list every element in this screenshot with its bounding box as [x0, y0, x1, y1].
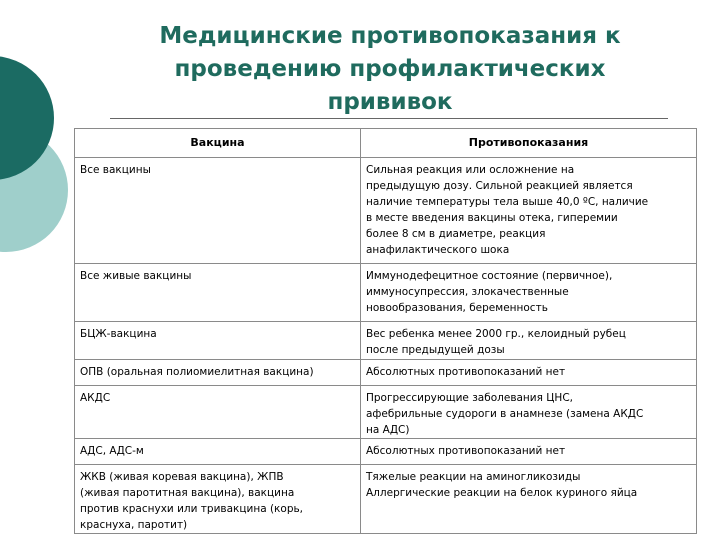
cell-text-line: в месте введения вакцины отека, гиперемии: [366, 212, 618, 224]
table-row: [75, 360, 697, 386]
cell-text-line: иммуносупрессия, злокачественные: [366, 286, 569, 298]
title-line: Медицинские противопоказания к: [159, 23, 621, 49]
cell-text-line: ЖКВ (живая коревая вакцина), ЖПВ: [80, 471, 284, 483]
cell-text-line: АКДС: [80, 392, 111, 404]
contraindications-table: [74, 128, 697, 534]
contraindication-cell: [361, 158, 697, 264]
table-row: [75, 386, 697, 439]
cell-text-line: ОПВ (оральная полиомиелитная вакцина): [80, 366, 314, 378]
cell-text-line: против краснухи или тривакцина (корь,: [80, 503, 304, 515]
cell-text-line: Абсолютных противопоказаний нет: [366, 445, 566, 457]
cell-text-line: Все вакцины: [80, 164, 151, 176]
table-row: [75, 465, 697, 534]
cell-text-line: (живая паротитная вакцина), вакцина: [80, 487, 295, 499]
cell-text-line: АДС, АДС-м: [80, 445, 144, 457]
vaccine-cell: [75, 158, 361, 264]
cell-text-line: Тяжелые реакции на аминогликозиды: [366, 471, 581, 483]
vaccine-cell: [75, 465, 361, 534]
table-row: [75, 439, 697, 465]
vaccine-cell: [75, 439, 361, 465]
table-row: [75, 264, 697, 322]
contraindication-cell: [361, 439, 697, 465]
cell-text-line: анафилактического шока: [366, 244, 510, 256]
slide-title: [110, 20, 670, 119]
contraindication-cell: [361, 322, 697, 360]
title-line: прививок: [327, 89, 453, 115]
decorative-circles: [0, 0, 80, 300]
cell-text-line: наличие температуры тела выше 40,0 ºС, наличие: [366, 196, 649, 208]
cell-text-line: Абсолютных противопоказаний нет: [366, 366, 566, 378]
table-row: [75, 322, 697, 360]
header-vaccine: Вакцина: [75, 129, 361, 158]
cell-text-line: Вес ребенка менее 2000 гр., келоидный рубец: [366, 328, 626, 340]
table-row: [75, 158, 697, 264]
cell-text-line: предыдущую дозу. Сильной реакцией является: [366, 180, 633, 192]
header-contraindications: Противопоказания: [361, 129, 697, 158]
vaccine-cell: [75, 322, 361, 360]
contraindication-cell: [361, 360, 697, 386]
cell-text-line: после предыдущей дозы: [366, 344, 505, 356]
vaccine-cell: [75, 360, 361, 386]
cell-text-line: афебрильные судороги в анамнезе (замена АКДС: [366, 408, 644, 420]
cell-text-line: Иммунодефецитное состояние (первичное),: [366, 270, 613, 282]
title-divider: [110, 118, 668, 119]
contraindication-cell: [361, 465, 697, 534]
cell-text-line: на АДС): [366, 424, 410, 436]
cell-text-line: более 8 см в диаметре, реакция: [366, 228, 546, 240]
cell-text-line: Все живые вакцины: [80, 270, 192, 282]
contraindication-cell: [361, 264, 697, 322]
table-header-row: [75, 129, 697, 158]
cell-text-line: краснуха, паротит): [80, 519, 188, 531]
table-body: [75, 158, 697, 534]
cell-text-line: Сильная реакция или осложнение на: [366, 164, 575, 176]
cell-text-line: БЦЖ-вакцина: [80, 328, 157, 340]
cell-text-line: Прогрессирующие заболевания ЦНС,: [366, 392, 573, 404]
vaccine-cell: [75, 386, 361, 439]
title-line: проведению профилактических: [174, 56, 606, 82]
cell-text-line: Аллергические реакции на белок куриного яйца: [366, 487, 638, 499]
cell-text-line: новообразования, беременность: [366, 302, 548, 314]
contraindication-cell: [361, 386, 697, 439]
vaccine-cell: [75, 264, 361, 322]
